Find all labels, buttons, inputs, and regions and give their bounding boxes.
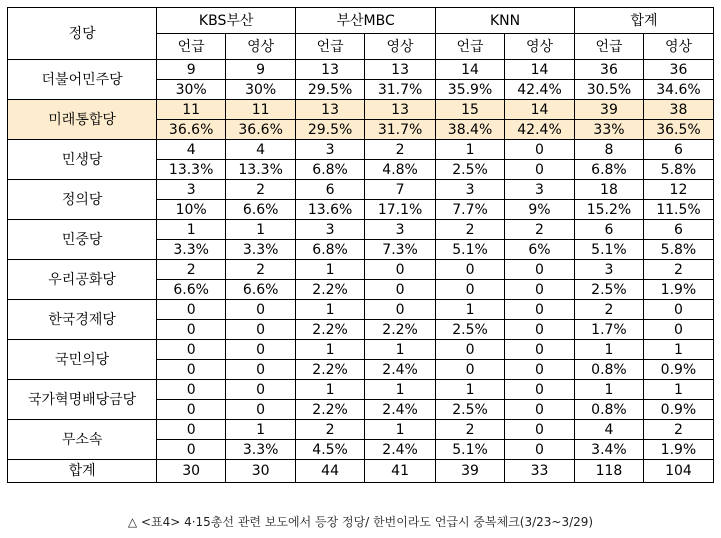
percent-cell: 0 <box>436 360 505 380</box>
percent-cell: 2.2% <box>296 280 365 300</box>
percent-cell: 2.4% <box>365 400 436 420</box>
percent-cell: 2.5% <box>436 400 505 420</box>
percent-cell: 5.8% <box>643 160 713 180</box>
outlet-header-total: 합계 <box>575 8 714 34</box>
party-name-cell: 미래통합당 <box>8 100 157 140</box>
total-row <box>8 460 714 483</box>
percent-cell: 11.5% <box>643 200 713 220</box>
percent-cell: 0 <box>505 160 575 180</box>
percent-cell: 0 <box>505 400 575 420</box>
percent-cell: 0 <box>365 280 436 300</box>
count-cell: 1 <box>436 380 505 400</box>
percent-cell: 38.4% <box>436 120 505 140</box>
percent-cell: 6.8% <box>296 160 365 180</box>
party-count-row <box>8 420 714 440</box>
count-cell: 1 <box>296 340 365 360</box>
count-cell: 0 <box>505 340 575 360</box>
party-name-cell: 국가혁명배당금당 <box>8 380 157 420</box>
percent-cell: 5.1% <box>575 240 644 260</box>
party-name-cell: 더불어민주당 <box>8 60 157 100</box>
count-cell: 7 <box>365 180 436 200</box>
count-cell: 1 <box>296 380 365 400</box>
percent-cell: 0.8% <box>575 360 644 380</box>
party-count-row <box>8 300 714 320</box>
count-cell: 0 <box>365 260 436 280</box>
percent-cell: 42.4% <box>505 120 575 140</box>
total-cell: 44 <box>296 460 365 483</box>
party-name-cell: 민중당 <box>8 220 157 260</box>
percent-cell: 35.9% <box>436 80 505 100</box>
count-cell: 0 <box>505 260 575 280</box>
count-cell: 2 <box>505 220 575 240</box>
party-coverage-table <box>7 7 714 483</box>
count-cell: 0 <box>505 300 575 320</box>
count-cell: 11 <box>157 100 226 120</box>
percent-cell: 34.6% <box>643 80 713 100</box>
percent-cell: 4.5% <box>296 440 365 460</box>
percent-cell: 0 <box>226 360 296 380</box>
party-column-header: 정당 <box>8 8 157 60</box>
count-cell: 6 <box>643 140 713 160</box>
percent-cell: 2.4% <box>365 440 436 460</box>
percent-cell: 13.6% <box>296 200 365 220</box>
percent-cell: 36.5% <box>643 120 713 140</box>
total-cell: 41 <box>365 460 436 483</box>
count-cell: 2 <box>643 260 713 280</box>
count-cell: 9 <box>226 60 296 80</box>
percent-cell: 5.8% <box>643 240 713 260</box>
percent-cell: 6% <box>505 240 575 260</box>
count-cell: 36 <box>575 60 644 80</box>
sub-header-video: 영상 <box>643 34 713 60</box>
percent-cell: 6.6% <box>226 200 296 220</box>
percent-cell: 0 <box>226 320 296 340</box>
total-cell: 30 <box>157 460 226 483</box>
table-caption: △ <표4> 4·15총선 관련 보도에서 등장 정당/ 한번이라도 언급시 중복체크(3/23~3/29) <box>127 515 594 529</box>
count-cell: 1 <box>365 380 436 400</box>
percent-cell: 30% <box>157 80 226 100</box>
percent-cell: 3.4% <box>575 440 644 460</box>
count-cell: 2 <box>436 220 505 240</box>
percent-cell: 0 <box>643 320 713 340</box>
percent-cell: 3.3% <box>226 240 296 260</box>
count-cell: 0 <box>505 140 575 160</box>
count-cell: 1 <box>436 300 505 320</box>
count-cell: 0 <box>157 300 226 320</box>
count-cell: 4 <box>157 140 226 160</box>
count-cell: 0 <box>505 420 575 440</box>
total-label: 합계 <box>8 460 157 483</box>
count-cell: 1 <box>296 300 365 320</box>
party-count-row <box>8 220 714 240</box>
count-cell: 0 <box>436 260 505 280</box>
party-name-cell: 민생당 <box>8 140 157 180</box>
percent-cell: 2.5% <box>436 320 505 340</box>
count-cell: 0 <box>157 380 226 400</box>
count-cell: 0 <box>365 300 436 320</box>
percent-cell: 10% <box>157 200 226 220</box>
percent-cell: 3.3% <box>157 240 226 260</box>
count-cell: 11 <box>226 100 296 120</box>
sub-header-video: 영상 <box>365 34 436 60</box>
sub-header-mention: 언급 <box>296 34 365 60</box>
count-cell: 13 <box>296 60 365 80</box>
count-cell: 3 <box>365 220 436 240</box>
party-name-cell: 무소속 <box>8 420 157 460</box>
count-cell: 2 <box>436 420 505 440</box>
count-cell: 0 <box>643 300 713 320</box>
count-cell: 36 <box>643 60 713 80</box>
party-count-row <box>8 260 714 280</box>
percent-cell: 2.2% <box>296 320 365 340</box>
sub-header-video: 영상 <box>226 34 296 60</box>
header-row-outlets <box>8 8 714 34</box>
count-cell: 9 <box>157 60 226 80</box>
count-cell: 2 <box>643 420 713 440</box>
percent-cell: 0.9% <box>643 360 713 380</box>
outlet-header-mbc: 부산MBC <box>296 8 436 34</box>
percent-cell: 0 <box>157 400 226 420</box>
count-cell: 1 <box>643 340 713 360</box>
percent-cell: 0 <box>505 440 575 460</box>
party-name-cell: 한국경제당 <box>8 300 157 340</box>
percent-cell: 1.7% <box>575 320 644 340</box>
sub-header-mention: 언급 <box>436 34 505 60</box>
count-cell: 0 <box>157 340 226 360</box>
percent-cell: 0 <box>505 360 575 380</box>
count-cell: 2 <box>365 140 436 160</box>
count-cell: 38 <box>643 100 713 120</box>
percent-cell: 5.1% <box>436 440 505 460</box>
count-cell: 15 <box>436 100 505 120</box>
count-cell: 1 <box>296 260 365 280</box>
count-cell: 4 <box>575 420 644 440</box>
percent-cell: 0 <box>157 440 226 460</box>
count-cell: 1 <box>365 340 436 360</box>
percent-cell: 0.9% <box>643 400 713 420</box>
count-cell: 1 <box>436 140 505 160</box>
count-cell: 2 <box>296 420 365 440</box>
percent-cell: 29.5% <box>296 120 365 140</box>
count-cell: 3 <box>296 220 365 240</box>
party-count-row <box>8 140 714 160</box>
percent-cell: 2.5% <box>436 160 505 180</box>
percent-cell: 0 <box>505 280 575 300</box>
count-cell: 0 <box>226 380 296 400</box>
percent-cell: 17.1% <box>365 200 436 220</box>
count-cell: 0 <box>436 340 505 360</box>
total-cell: 39 <box>436 460 505 483</box>
count-cell: 12 <box>643 180 713 200</box>
percent-cell: 13.3% <box>226 160 296 180</box>
percent-cell: 6.8% <box>296 240 365 260</box>
percent-cell: 15.2% <box>575 200 644 220</box>
count-cell: 6 <box>575 220 644 240</box>
count-cell: 13 <box>365 100 436 120</box>
total-cell: 118 <box>575 460 644 483</box>
percent-cell: 7.3% <box>365 240 436 260</box>
count-cell: 6 <box>643 220 713 240</box>
count-cell: 1 <box>643 380 713 400</box>
count-cell: 3 <box>296 140 365 160</box>
count-cell: 1 <box>575 380 644 400</box>
percent-cell: 2.2% <box>296 400 365 420</box>
count-cell: 14 <box>436 60 505 80</box>
percent-cell: 29.5% <box>296 80 365 100</box>
count-cell: 3 <box>505 180 575 200</box>
percent-cell: 6.8% <box>575 160 644 180</box>
count-cell: 2 <box>226 180 296 200</box>
percent-cell: 5.1% <box>436 240 505 260</box>
percent-cell: 31.7% <box>365 80 436 100</box>
total-cell: 33 <box>505 460 575 483</box>
party-count-row <box>8 60 714 80</box>
count-cell: 2 <box>157 260 226 280</box>
percent-cell: 2.2% <box>296 360 365 380</box>
count-cell: 1 <box>226 420 296 440</box>
count-cell: 18 <box>575 180 644 200</box>
party-name-cell: 국민의당 <box>8 340 157 380</box>
count-cell: 4 <box>226 140 296 160</box>
count-cell: 8 <box>575 140 644 160</box>
total-cell: 104 <box>643 460 713 483</box>
count-cell: 0 <box>226 340 296 360</box>
party-name-cell: 정의당 <box>8 180 157 220</box>
count-cell: 39 <box>575 100 644 120</box>
count-cell: 0 <box>157 420 226 440</box>
percent-cell: 33% <box>575 120 644 140</box>
count-cell: 13 <box>365 60 436 80</box>
count-cell: 2 <box>575 300 644 320</box>
percent-cell: 9% <box>505 200 575 220</box>
count-cell: 14 <box>505 60 575 80</box>
table-body <box>8 8 714 483</box>
percent-cell: 0 <box>505 320 575 340</box>
sub-header-video: 영상 <box>505 34 575 60</box>
count-cell: 1 <box>365 420 436 440</box>
percent-cell: 1.9% <box>643 440 713 460</box>
percent-cell: 13.3% <box>157 160 226 180</box>
count-cell: 1 <box>226 220 296 240</box>
sub-header-mention: 언급 <box>157 34 226 60</box>
outlet-header-kbs: KBS부산 <box>157 8 296 34</box>
count-cell: 6 <box>296 180 365 200</box>
count-cell: 13 <box>296 100 365 120</box>
count-cell: 1 <box>157 220 226 240</box>
count-cell: 14 <box>505 100 575 120</box>
sub-header-mention: 언급 <box>575 34 644 60</box>
percent-cell: 31.7% <box>365 120 436 140</box>
percent-cell: 3.3% <box>226 440 296 460</box>
percent-cell: 6.6% <box>226 280 296 300</box>
percent-cell: 42.4% <box>505 80 575 100</box>
percent-cell: 1.9% <box>643 280 713 300</box>
percent-cell: 2.2% <box>365 320 436 340</box>
percent-cell: 0 <box>226 400 296 420</box>
percent-cell: 36.6% <box>226 120 296 140</box>
count-cell: 3 <box>436 180 505 200</box>
percent-cell: 4.8% <box>365 160 436 180</box>
party-count-row <box>8 340 714 360</box>
percent-cell: 2.5% <box>575 280 644 300</box>
outlet-header-knn: KNN <box>436 8 575 34</box>
percent-cell: 6.6% <box>157 280 226 300</box>
party-count-row <box>8 380 714 400</box>
party-name-cell: 우리공화당 <box>8 260 157 300</box>
party-count-row <box>8 100 714 120</box>
total-cell: 30 <box>226 460 296 483</box>
count-cell: 0 <box>226 300 296 320</box>
count-cell: 0 <box>505 380 575 400</box>
percent-cell: 0 <box>157 360 226 380</box>
percent-cell: 30% <box>226 80 296 100</box>
percent-cell: 36.6% <box>157 120 226 140</box>
percent-cell: 30.5% <box>575 80 644 100</box>
count-cell: 3 <box>157 180 226 200</box>
percent-cell: 0 <box>157 320 226 340</box>
percent-cell: 0 <box>436 280 505 300</box>
count-cell: 3 <box>575 260 644 280</box>
count-cell: 1 <box>575 340 644 360</box>
percent-cell: 2.4% <box>365 360 436 380</box>
percent-cell: 7.7% <box>436 200 505 220</box>
percent-cell: 0.8% <box>575 400 644 420</box>
party-count-row <box>8 180 714 200</box>
count-cell: 2 <box>226 260 296 280</box>
